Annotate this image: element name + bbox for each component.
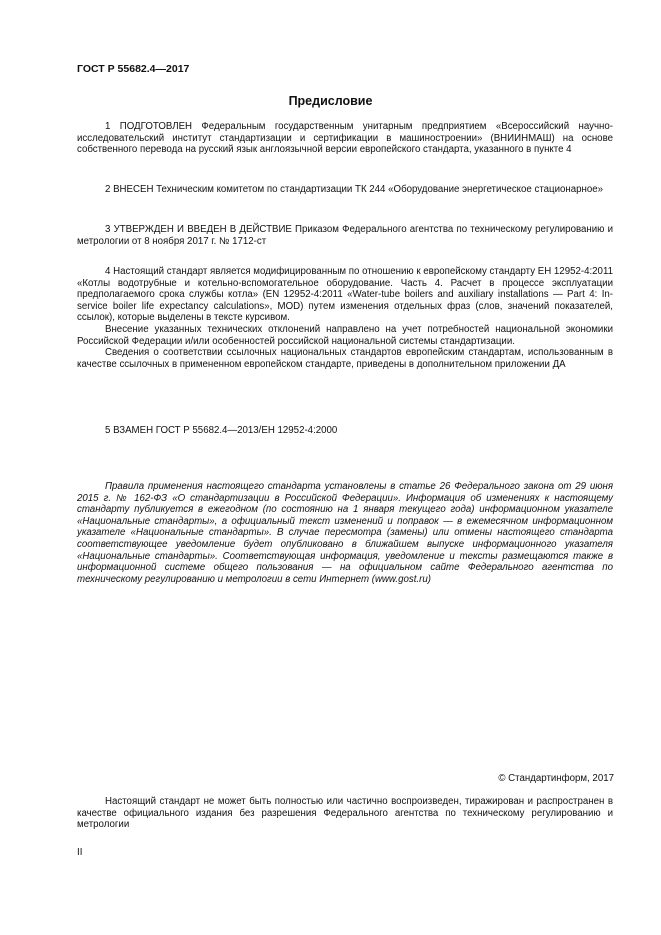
standard-application-notice	[77, 481, 613, 585]
section-2	[77, 184, 613, 196]
section-4-paragraph-2: Внесение указанных технических отклонений направлено на учет потребностей национальной экономики Российской Федерации и/или особенностей российской национальной системы стандартизации.	[77, 323, 613, 347]
reproduction-notice	[77, 796, 613, 831]
page-title: Предисловие	[288, 94, 373, 108]
section-3-text: 3 УТВЕРЖДЕН И ВВЕДЕН В ДЕЙСТВИЕ Приказом Федерального агентства по техническому регулированию и метрологии от 8 ноября 2017 г. № 1712-ст	[77, 224, 613, 247]
section-3	[77, 224, 613, 247]
section-4-paragraph-1: 4 Настоящий стандарт является модифицированным по отношению к европейскому стандарту ЕН 12952-4:2011 «Котлы водотрубные и котельно-вспомогательное оборудование. Часть 4. Расчет в процессе эксплуатации предполагаемого срока службы котла» (EN 12952-4:2011 «Water-tube boilers and auxiliary installations — Part 4: In-service boiler life expectancy calculations», MOD) путем изменения отдельных фраз (слов, значений показателей, ссылок), которые выделены в тексте курсивом.	[77, 266, 613, 324]
section-5	[77, 425, 613, 437]
copyright: © Стандартинформ, 2017	[498, 773, 614, 784]
section-5-text: 5 ВЗАМЕН ГОСТ Р 55682.4—2013/ЕН 12952-4:2000	[105, 425, 338, 436]
section-1	[77, 121, 613, 156]
section-4-paragraph-3: Сведения о соответствии ссылочных национальных стандартов европейским стандартам, использованным в качестве ссылочных в примененном европейском стандарте, приведены в дополнительном приложении ДА	[77, 347, 613, 370]
document-number: ГОСТ Р 55682.4—2017	[77, 63, 190, 75]
section-2-text: 2 ВНЕСЕН Техническим комитетом по стандартизации ТК 244 «Оборудование энергетическое стационарное»	[105, 184, 604, 195]
section-4	[77, 266, 613, 370]
page-number: II	[77, 847, 83, 858]
section-1-text: 1 ПОДГОТОВЛЕН Федеральным государственным унитарным предприятием «Всероссийский научно-исследовательский институт стандартизации и сертификации в машиностроении» (ВНИИНМАШ) на основе собственного перевода на русский язык англоязычной версии европейского стандарта, указанного в пункте 4	[77, 121, 613, 156]
reproduction-notice-text: Настоящий стандарт не может быть полностью или частично воспроизведен, тиражирован и распространен в качестве официального издания без разрешения Федерального агентства по техническому регулированию и метрологии	[77, 796, 613, 831]
notice-text: Правила применения настоящего стандарта установлены в статье 26 Федерального закона от 29 июня 2015 г. № 162-ФЗ «О стандартизации в Российской Федерации». Информация об изменениях к настоящему стандарту публикуется в ежегодном (по состоянию на 1 января текущего года) информационном указателе «Национальные стандарты», а официальный текст изменений и поправок — в ежемесячном информационном указателе «Национальные стандарты». В случае пересмотра (замены) или отмены настоящего стандарта соответствующее уведомление будет опубликовано в ближайшем выпуске информационного указателя «Национальные стандарты». Соответствующая информация, уведомление и тексты размещаются также в информационной системе общего пользования — на официальном сайте Федерального агентства по техническому регулированию и метрологии в сети Интернет (www.gost.ru)	[77, 481, 613, 585]
